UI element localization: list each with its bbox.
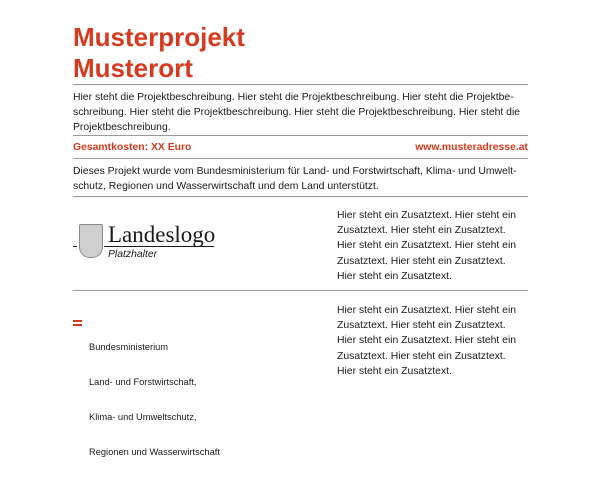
project-title-line-1: Musterprojekt [73,22,245,52]
ministry-name [89,319,220,481]
austria-flag-icon [73,320,82,326]
additional-text-line: Hier steht ein Zusatztext. [337,365,452,377]
state-logo-placeholder: Platzhalter [108,249,158,260]
ministry-line: Regionen und Wasserwirtschaft [89,446,220,457]
additional-text-line: Hier steht ein Zusatztext. Hier steht ein [337,305,517,316]
website-link[interactable]: www.musteradresse.at [415,142,528,153]
divider-3 [73,158,528,159]
ministry-logo [73,319,273,457]
additional-text-line: Hier steht ein Zusatztext. Hier steht ein [337,210,517,221]
additional-text-line: Zusatztext. Hier steht ein Zusatztext. [337,255,506,267]
divider-5 [73,290,528,291]
description-line: Projektbeschreibung. [73,122,171,134]
additional-text-line: Hier steht ein Zusatztext. [337,270,452,282]
ministry-line: Bundesministerium [89,342,169,353]
project-title [73,22,533,84]
ministry-line: Land- und Forstwirtschaft, [89,376,197,387]
additional-text-line: Zusatztext. Hier steht ein Zusatztext. [337,320,506,332]
ministry-line: Klima- und Umweltschutz, [89,411,197,422]
divider-4 [73,196,528,197]
project-description [73,90,528,136]
cost-row [73,142,528,153]
divider-1 [73,84,528,85]
funding-line: schutz, Regionen und Wasserwirtschaft und dem Land unterstützt. [73,181,379,193]
description-line: Hier steht die Projektbeschreibung. Hier steht die Projektbeschreibung. Hier steht die Projektbe- [73,92,514,103]
total-cost-label: Gesamtkosten: XX Euro [73,142,192,153]
funding-statement [73,164,528,194]
additional-text-line: Zusatztext. Hier steht ein Zusatztext. [337,225,506,237]
shield-icon [79,224,103,258]
project-title-line-2: Musterort [73,53,193,83]
additional-text-2 [337,303,527,379]
funding-line: Dieses Projekt wurde vom Bundesministerium für Land- und Forstwirtschaft, Klima- und Umwelt- [73,166,517,177]
divider-2 [73,135,528,136]
state-logo-name: Landeslogo [108,222,216,247]
additional-text-line: Hier steht ein Zusatztext. Hier steht ein [337,240,517,252]
description-line: schreibung. Hier steht die Projektbeschreibung. Hier steht die Projektbeschreibung. Hier steht die [73,107,521,119]
additional-text-line: Zusatztext. Hier steht ein Zusatztext. [337,350,506,362]
state-logo [73,222,233,266]
additional-text-1 [337,208,527,284]
logo-rule-left [73,246,77,247]
additional-text-line: Hier steht ein Zusatztext. Hier steht ein [337,335,517,347]
